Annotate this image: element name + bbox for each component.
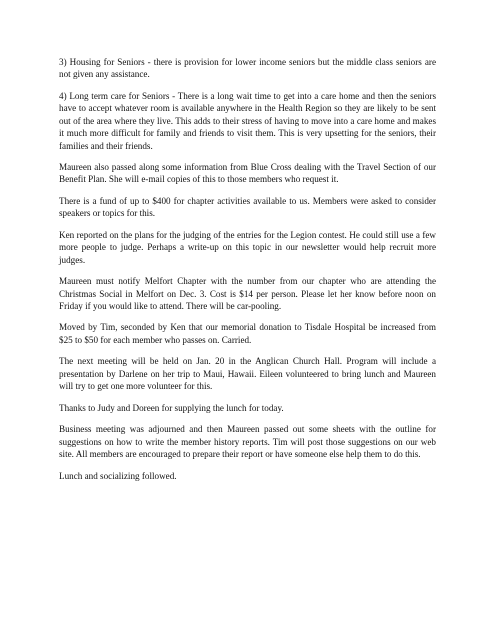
paragraph-next-meeting: The next meeting will be held on Jan. 20 in the Anglican Church Hall. Program will include a presentation by Darlene on her trip to Maui, Hawaii. Eileen volunteered to bring lunch and Maureen will try to get one more volunteer for this. xyxy=(59,356,436,392)
paragraph-lunch: Lunch and socializing followed. xyxy=(59,470,177,481)
paragraph-chapter-fund: There is a fund of up to $400 for chapter activities available to us. Members were asked to consider speakers or topics for this. xyxy=(59,195,436,219)
paragraph-thanks: Thanks to Judy and Doreen for supplying the lunch for today. xyxy=(59,402,284,413)
paragraph-legion-contest: Ken reported on the plans for the judging of the entries for the Legion contest. He could still use a few more people to judge. Perhaps a write-up on this topic in our newsletter would help recruit more judges. xyxy=(59,229,436,265)
paragraph-housing-seniors: 3) Housing for Seniors - there is provision for lower income seniors but the middle class seniors are not given any assistance. xyxy=(59,57,436,80)
paragraph-memorial-motion: Moved by Tim, seconded by Ken that our memorial donation to Tisdale Hospital be increased from $25 to $50 for each member who passes on. Carried. xyxy=(59,322,436,345)
document-page xyxy=(59,56,436,491)
paragraph-blue-cross: Maureen also passed along some information from Blue Cross dealing with the Travel Section of our Benefit Plan. She will e-mail copies of this to those members who request it. xyxy=(59,162,436,185)
paragraph-long-term-care: 4) Long term care for Seniors - There is a long wait time to get into a care home and then the seniors have to accept whatever room is available anywhere in the Health Region so they are likely to be sent out of the area where they live. This adds to their stress of having to move into a care home and makes it much more difficult for family and friends to visit them. This is very upsetting for the seniors, their families and their friends. xyxy=(59,90,436,151)
paragraph-meeting-adjourned: Business meeting was adjourned and then Maureen passed out some sheets with the outline for suggestions on how to write the member history reports. Tim will post those suggestions on our web site. All members are encouraged to prepare their report or have someone else help them to do this. xyxy=(59,424,436,459)
paragraph-christmas-social: Maureen must notify Melfort Chapter with the number from our chapter who are attending the Christmas Social in Melfort on Dec. 3. Cost is $14 per person. Please let her know before noon on Friday if you would like to attend. There will be car-pooling. xyxy=(59,276,436,311)
